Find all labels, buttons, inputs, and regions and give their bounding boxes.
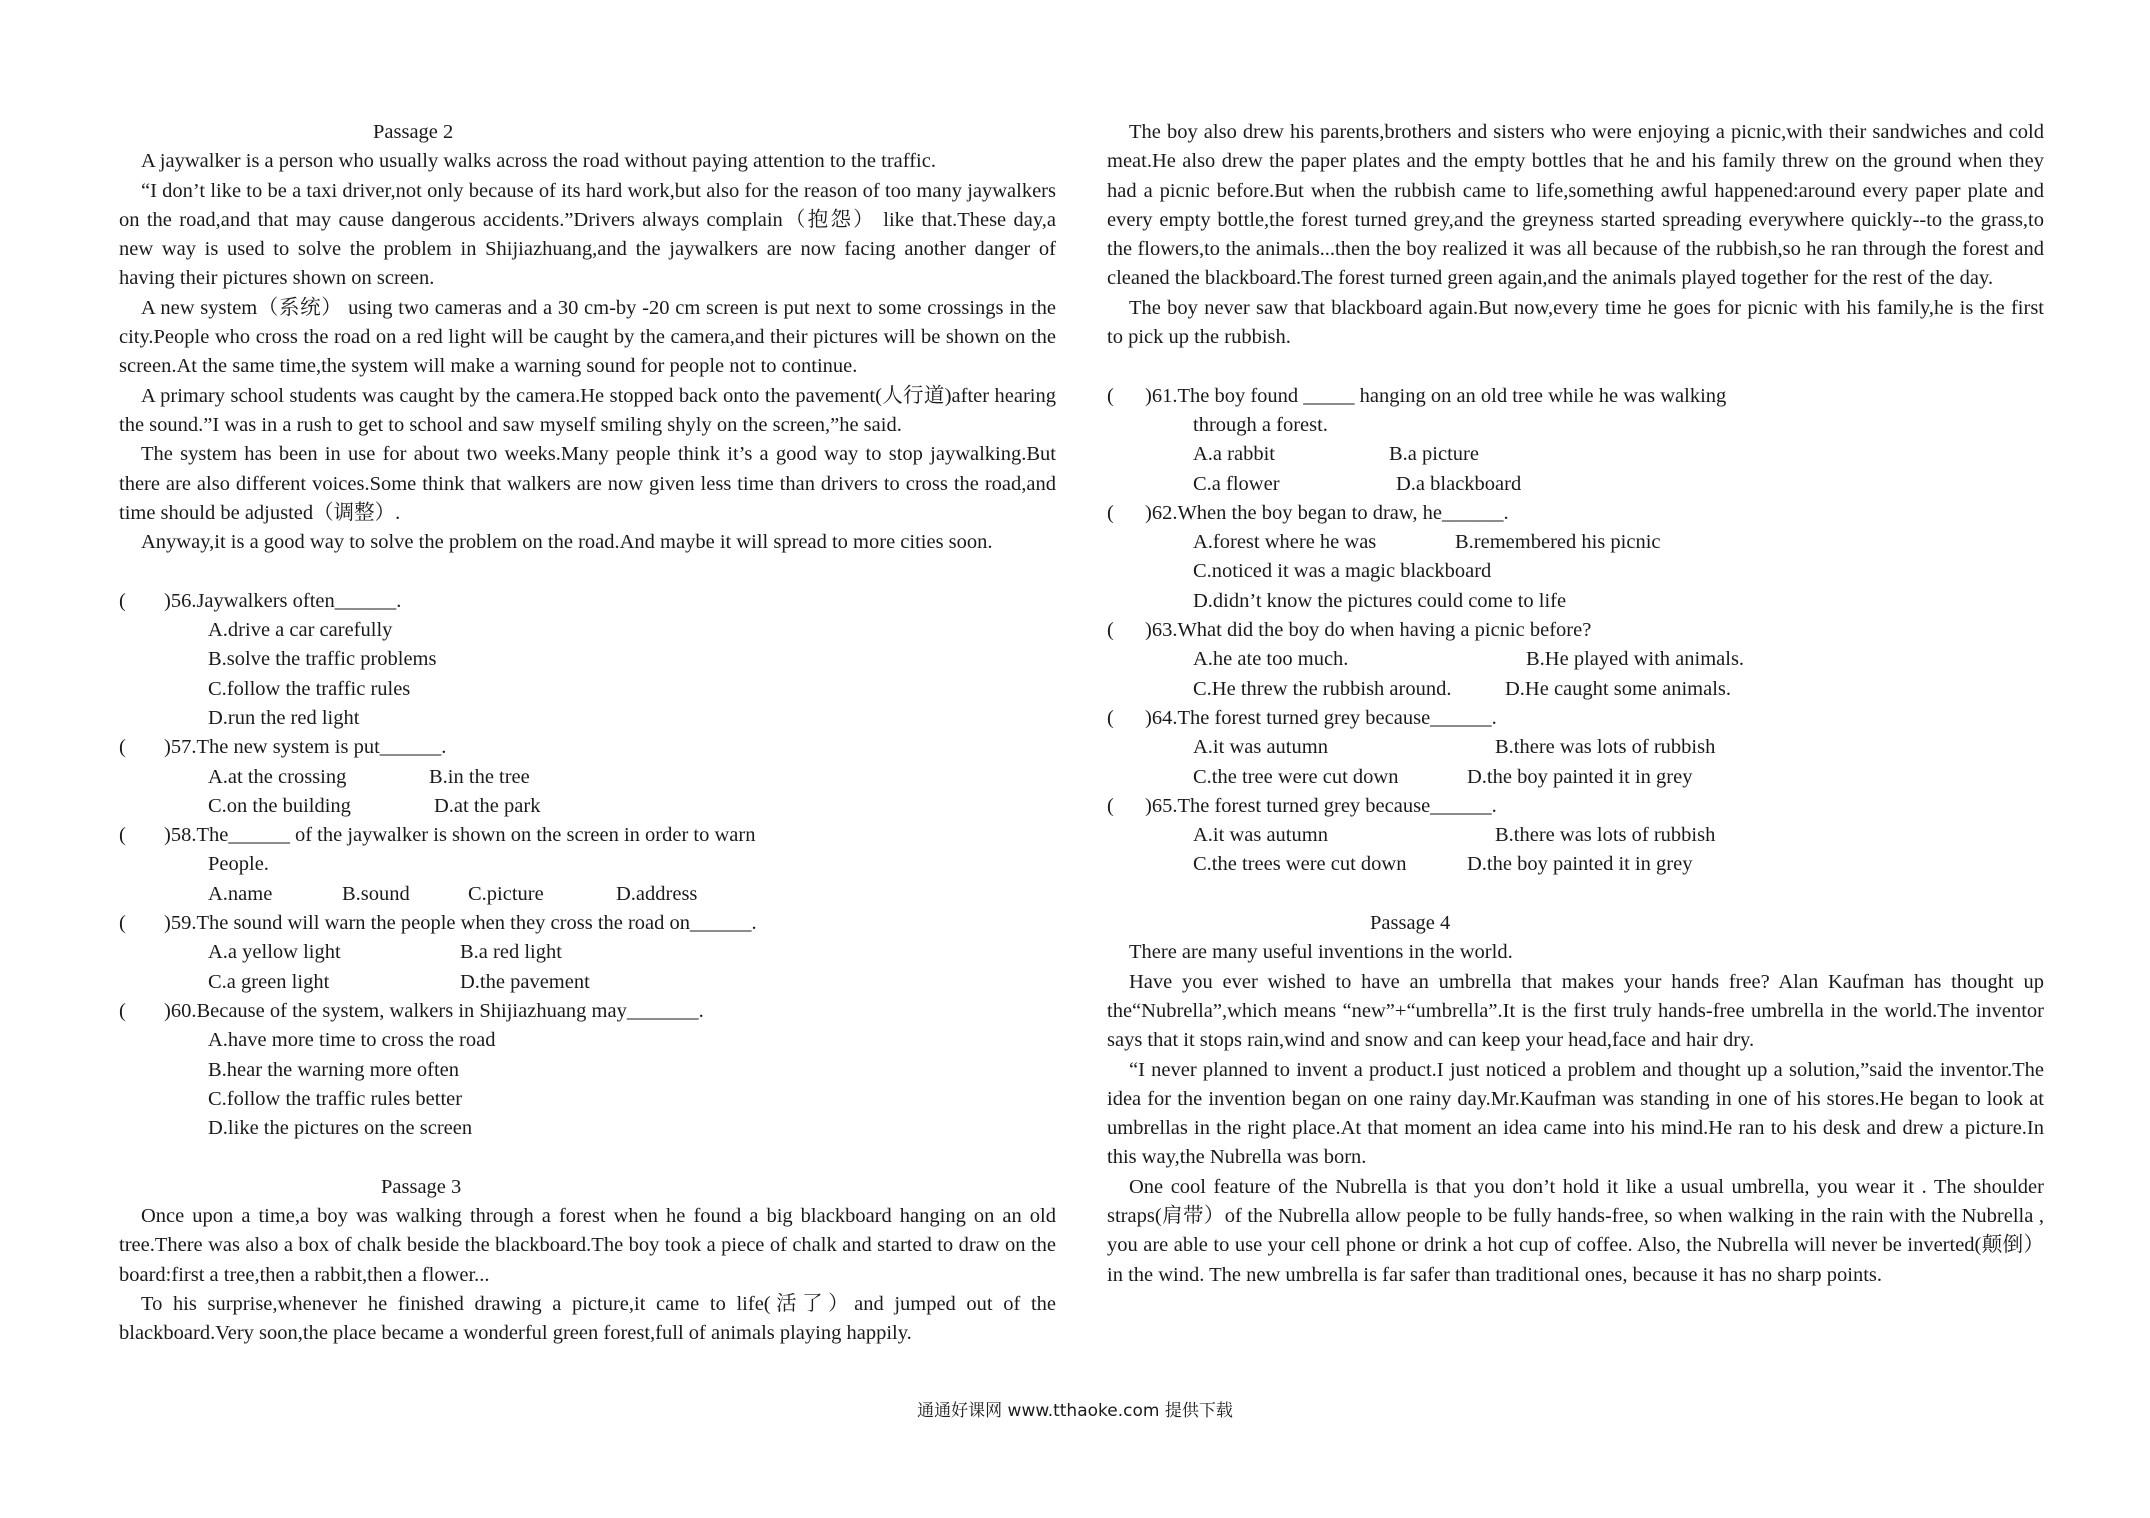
- option-d: D.at the park: [434, 794, 541, 817]
- right-column: [1107, 118, 2044, 1290]
- spacer: [1107, 880, 2044, 909]
- option-b: B.hear the warning more often: [208, 1058, 460, 1081]
- spacer: [1107, 352, 2044, 381]
- option-a: A.he ate too much.: [1193, 648, 1349, 671]
- passage-4-paragraph: “I never planned to invent a product.I just noticed a problem and thought up a solution,”said the inventor.The idea for the invention began on one rainy day.Mr.Kaufman was standing in one of his stores.He began to look at umbrellas in the right place.At that moment an idea came into his mind.He ran to his desk and drew a picture.In this way,the Nubrella was born.: [1107, 1058, 2044, 1169]
- passage-2-paragraph: A jaywalker is a person who usually walks across the road without paying attention to the traffic.: [141, 150, 936, 173]
- option-c: C.the trees were cut down: [1193, 853, 1407, 876]
- option-a: A.it was autumn: [1193, 736, 1328, 759]
- answer-blank[interactable]: (: [119, 589, 126, 612]
- option-d: D.the boy painted it in grey: [1467, 853, 1693, 876]
- spacer: [119, 557, 1056, 586]
- option-c: C.a flower: [1193, 472, 1280, 495]
- question-stem: )60.Because of the system, walkers in Shijiazhuang may_______.: [164, 999, 704, 1022]
- passage-3-paragraph: The boy also drew his parents,brothers and sisters who were enjoying a picnic,with their sandwiches and cold meat.He also drew the paper plates and the empty bottles that he and his family threw on the ground when they had a picnic before.But when the rubbish came to life,something awful happened:around every paper plate and every empty bottle,the forest turned grey,and the greyness started spreading everywhere quickly--to the grass,to the flowers,to the animals...then the boy realized it was all because of the rubbish,so he ran through the forest and cleaned the blackboard.The forest turned green again,and the animals played together for the rest of the day.: [1107, 121, 2044, 290]
- answer-blank[interactable]: (: [1107, 501, 1114, 524]
- question-65: [1107, 792, 2044, 880]
- passage-4-paragraph: One cool feature of the Nubrella is that you don’t hold it like a usual umbrella, you wear it . The shoulder straps(肩带）of the Nubrella allow people to be fully hands-free, so when walking in the rain with the Nubrella , you are able to use your cell phone or drink a hot cup of coffee. Also, the Nubrella will never be inverted(颠倒）in the wind. The new umbrella is far safer than traditional ones, because it has no sharp points.: [1107, 1175, 2044, 1286]
- option-a: A.drive a car carefully: [208, 619, 393, 642]
- page-footer: 通通好课网 www.tthaoke.com 提供下载: [917, 1401, 1233, 1421]
- option-c: C.on the building: [208, 794, 351, 817]
- option-c: C.the tree were cut down: [1193, 765, 1399, 788]
- question-61: [1107, 382, 2044, 499]
- option-b: B.there was lots of rubbish: [1495, 824, 1716, 847]
- option-c: C.He threw the rubbish around.: [1193, 677, 1452, 700]
- option-b: B.there was lots of rubbish: [1495, 736, 1716, 759]
- option-a: A.a yellow light: [208, 941, 341, 964]
- option-d: D.address: [616, 882, 698, 905]
- question-59: [119, 909, 1056, 997]
- option-c: C.follow the traffic rules: [208, 677, 411, 700]
- question-stem: )56.Jaywalkers often______.: [164, 589, 402, 612]
- passage-2-paragraph: “I don’t like to be a taxi driver,not only because of its hard work,but also for the reason of too many jaywalkers on the road,and that may cause dangerous accidents.”Drivers always complain（抱怨） like that.These day,a new way is used to solve the problem in Shijiazhuang,and the jaywalkers are now facing another danger of having their pictures shown on screen.: [119, 179, 1056, 290]
- passage-4-paragraph: Have you ever wished to have an umbrella that makes your hands free? Alan Kaufman has thought up the“Nubrella”,which means “new”+“umbrella”.It is the first truly hands-free umbrella in the world.The inventor says that it stops rain,wind and snow and can keep your head,face and hair dry.: [1107, 970, 2044, 1052]
- passage-3-title: Passage 3: [381, 1175, 462, 1198]
- answer-blank[interactable]: (: [119, 999, 126, 1022]
- passage-2-paragraph: A primary school students was caught by the camera.He stopped back onto the pavement(人行道)after hearing the sound.”I was in a rush to get to school and saw myself smiling shyly on the screen,”he said.: [119, 384, 1056, 436]
- question-stem: )62.When the boy began to draw, he______.: [1145, 501, 1509, 524]
- question-stem: )63.What did the boy do when having a picnic before?: [1145, 619, 1592, 642]
- passage-3-paragraph: Once upon a time,a boy was walking through a forest when he found a big blackboard hanging on an old tree.There was also a box of chalk beside the blackboard.The boy took a piece of chalk and started to draw on the board:first a tree,then a rabbit,then a flower...: [119, 1204, 1056, 1286]
- option-b: B.remembered his picnic: [1455, 531, 1661, 554]
- option-d: D.He caught some animals.: [1505, 677, 1732, 700]
- question-63: [1107, 616, 2044, 704]
- answer-blank[interactable]: (: [119, 912, 126, 935]
- passage-3-paragraph: To his surprise,whenever he finished drawing a picture,it came to life(活了）and jumped out of the blackboard.Very soon,the place became a wonderful green forest,full of animals playing happily.: [119, 1292, 1056, 1345]
- option-a: A.forest where he was: [1193, 531, 1377, 554]
- question-stem: )59.The sound will warn the people when they cross the road on______.: [164, 912, 757, 935]
- option-c: C.picture: [468, 882, 544, 905]
- question-58: [119, 821, 1056, 909]
- answer-blank[interactable]: (: [119, 824, 126, 847]
- option-a: A.name: [208, 882, 273, 905]
- question-stem: )64.The forest turned grey because______.: [1145, 706, 1497, 729]
- passage-3-paragraph: The boy never saw that blackboard again.But now,every time he goes for picnic with his family,he is the first to pick up the rubbish.: [1107, 296, 2044, 349]
- option-d: D.the boy painted it in grey: [1467, 765, 1693, 788]
- answer-blank[interactable]: (: [1107, 619, 1114, 642]
- option-b: B.a red light: [460, 941, 562, 964]
- option-a: A.at the crossing: [208, 765, 347, 788]
- passage-4-title: Passage 4: [1370, 912, 1451, 935]
- question-stem-continued: People.: [208, 853, 269, 876]
- option-b: B.in the tree: [429, 765, 530, 788]
- option-a: A.have more time to cross the road: [208, 1029, 496, 1052]
- option-b: B.He played with animals.: [1526, 648, 1745, 671]
- question-stem-continued: through a forest.: [1193, 413, 1328, 436]
- question-57: [119, 733, 1056, 821]
- question-stem: )58.The______ of the jaywalker is shown on the screen in order to warn: [164, 824, 756, 847]
- option-d: D.like the pictures on the screen: [208, 1117, 473, 1140]
- option-b: B.sound: [342, 882, 410, 905]
- answer-blank[interactable]: (: [1107, 706, 1114, 729]
- left-column: [119, 118, 1056, 1348]
- option-d: D.a blackboard: [1396, 472, 1522, 495]
- passage-2-paragraph: The system has been in use for about two weeks.Many people think it’s a good way to stop jaywalking.But there are also different voices.Some think that walkers are now given less time than drivers to cross the road,and time should be adjusted（调整）.: [119, 443, 1056, 524]
- option-c: C.a green light: [208, 970, 330, 993]
- passage-2-title: Passage 2: [373, 121, 454, 143]
- option-d: D.didn’t know the pictures could come to life: [1193, 589, 1567, 612]
- passage-2-paragraph: A new system（系统） using two cameras and a 30 cm-by -20 cm screen is put next to some crossings in the city.People who cross the road on a red light will be caught by the camera,and their pictures will be shown on the screen.At the same time,the system will make a warning sound for people not to continue.: [119, 296, 1056, 378]
- passage-4-paragraph: There are many useful inventions in the world.: [1129, 941, 1513, 964]
- option-d: D.the pavement: [460, 970, 590, 993]
- answer-blank[interactable]: (: [1107, 384, 1114, 407]
- question-stem: )57.The new system is put______.: [164, 736, 447, 759]
- option-c: C.noticed it was a magic blackboard: [1193, 560, 1492, 583]
- passage-2-paragraph: Anyway,it is a good way to solve the problem on the road.And maybe it will spread to more cities soon.: [141, 531, 993, 554]
- answer-blank[interactable]: (: [119, 736, 126, 759]
- question-62: [1107, 499, 2044, 616]
- spacer: [119, 1143, 1056, 1172]
- option-a: A.a rabbit: [1193, 443, 1275, 466]
- option-c: C.follow the traffic rules better: [208, 1087, 463, 1110]
- option-d: D.run the red light: [208, 706, 360, 729]
- question-stem: )61.The boy found _____ hanging on an old tree while he was walking: [1145, 384, 1727, 407]
- option-b: B.solve the traffic problems: [208, 648, 437, 671]
- question-56: [119, 587, 1056, 733]
- option-a: A.it was autumn: [1193, 824, 1328, 847]
- question-64: [1107, 704, 2044, 792]
- question-60: [119, 997, 1056, 1143]
- option-b: B.a picture: [1389, 443, 1479, 466]
- answer-blank[interactable]: (: [1107, 794, 1114, 817]
- question-stem: )65.The forest turned grey because______.: [1145, 794, 1497, 817]
